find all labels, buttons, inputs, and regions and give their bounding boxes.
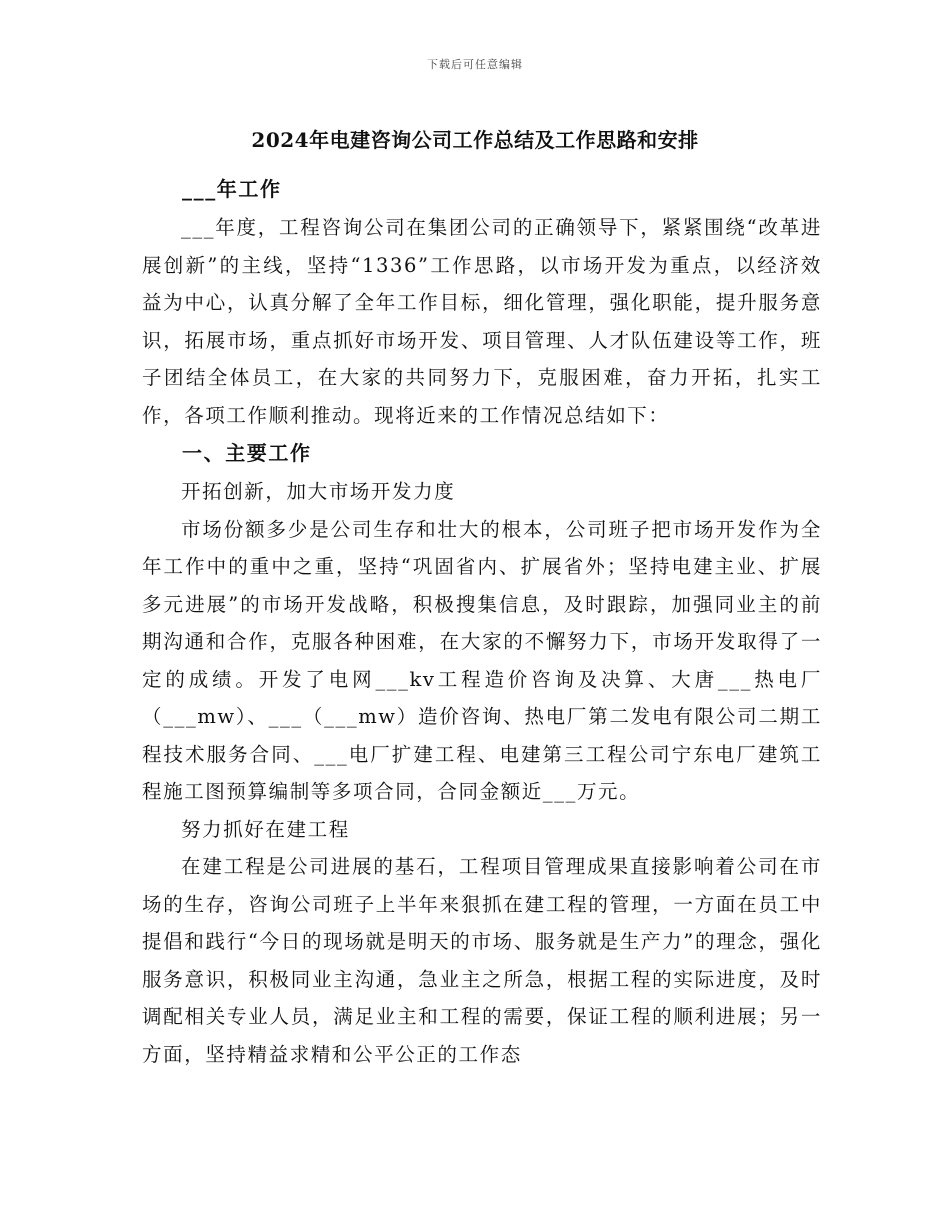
subheading-market: 开拓创新，加大市场开发力度 [181,480,456,503]
market-paragraph: 市场份额多少是公司生存和壮大的根本，公司班子把市场开发作为全年工作中的重中之重，坚持“巩固省内、扩展省外；坚持电建主业、扩展多元进展”的市场开发战略，积极搜集信息，及时跟踪，加强同业主的前期沟通和合作，克服各种困难，在大家的不懈努力下，市场开发取得了一定的成绩。开发了电网___kv工程造价咨询及决算、大唐___热电厂（___mw）、___（___mw）造价咨询、热电厂第二发电有限公司二期工程技术服务合同、___电厂扩建工程、电建第三工程公司宁东电厂建筑工程施工图预算编制等多项合同，合同金额近___万元。 [142,517,822,803]
section-one-heading: 一、主要工作 [182,441,312,465]
document-body [142,170,822,1073]
header-note: 下载后可任意编辑 [427,58,523,71]
section-year-heading: ___年工作 [182,177,282,201]
intro-paragraph: ___年度，工程咨询公司在集团公司的正确领导下，紧紧围绕“改革进展创新”的主线，坚持“1336”工作思路，以市场开发为重点，以经济效益为中心，认真分解了全年工作目标，细化管理，强化职能，提升服务意识，拓展市场，重点抓好市场开发、项目管理、人才队伍建设等工作，班子团结全体员工，在大家的共同努力下，克服困难，奋力开拓，扎实工作，各项工作顺利推动。现将近来的工作情况总结如下： [142,216,822,427]
subheading-projects: 努力抓好在建工程 [181,817,350,841]
projects-paragraph: 在建工程是公司进展的基石，工程项目管理成果直接影响着公司在市场的生存，咨询公司班子上半年来狠抓在建工程的管理，一方面在员工中提倡和践行“今日的现场就是明天的市场、服务就是生产力”的理念，强化服务意识，积极同业主沟通，急业主之所急，根据工程的实际进度，及时调配相关专业人员，满足业主和工程的需要，保证工程的顺利进展；另一方面，坚持精益求精和公平公正的工作态 [142,855,822,1066]
document-title: 2024年电建咨询公司工作总结及工作思路和安排 [251,128,699,152]
